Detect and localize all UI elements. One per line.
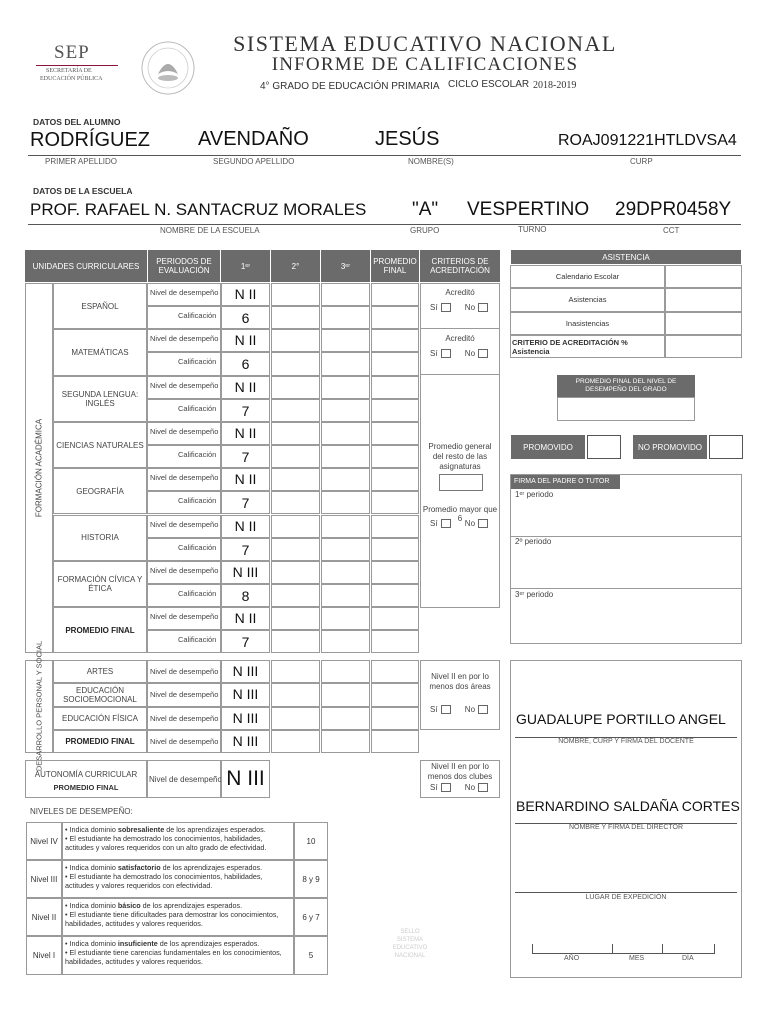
hd-p3: 3ᵉʳ [321, 250, 370, 282]
hd-p2: 2° [271, 250, 320, 282]
asistencia-value-cell[interactable] [665, 312, 742, 335]
empty-grade-cell[interactable] [371, 283, 419, 306]
doc-subtitle: INFORME DE CALIFICACIONES [271, 54, 579, 75]
empty-grade-cell[interactable] [271, 538, 320, 561]
nivel-label: Nivel de desempeño [150, 565, 219, 575]
empty-grade-cell[interactable] [321, 707, 370, 730]
sep-logo-rule [36, 65, 118, 66]
nivel-row-desc [65, 939, 293, 966]
calif-value: 7 [241, 541, 250, 558]
empty-grade-cell[interactable] [321, 468, 370, 491]
fecha-tick-4 [714, 944, 715, 954]
nivel-row-bullet-2: • El estudiante tiene carencias fundamentales en los conocimientos, habilidades, actitudes y valores requeridos. [65, 948, 282, 966]
nivel-row-bullet-2: • El estudiante ha demostrado los conocimientos, habilidades, actitudes y valores requeridos con efectividad. [65, 872, 263, 890]
empty-grade-cell[interactable] [371, 561, 419, 584]
nivel-value: N II [234, 378, 257, 395]
empty-grade-cell[interactable] [321, 399, 370, 422]
lugar-line [515, 892, 737, 893]
nivel-row-desc [65, 825, 293, 852]
bullet-emphasis: básico [117, 901, 141, 910]
empty-grade-cell[interactable] [271, 683, 320, 706]
no-label: No [464, 705, 476, 714]
desarrollo-name: EDUCACIÓN FÍSICA [61, 713, 138, 723]
empty-grade-cell[interactable] [321, 515, 370, 538]
empty-grade-cell[interactable] [271, 399, 320, 422]
asistencia-value-cell[interactable] [665, 335, 742, 358]
cct-value: 29DPR0458Y [615, 199, 732, 220]
empty-grade-cell[interactable] [371, 399, 419, 422]
grupo-label: GRUPO [410, 226, 440, 235]
no-promovido-label: NO PROMOVIDO [633, 435, 707, 459]
grupo-value: "A" [412, 199, 439, 220]
empty-grade-cell[interactable] [321, 730, 370, 753]
promedio-general-box[interactable] [439, 474, 483, 491]
nivel-value: N II [234, 610, 257, 627]
nivel-row-name: Nivel II [31, 912, 57, 922]
empty-grade-cell[interactable] [371, 468, 419, 491]
sep-logo-sub1: SECRETARÍA DE [46, 68, 92, 74]
bullet-text: • Indica dominio [65, 863, 118, 872]
no-checkbox[interactable] [478, 519, 488, 528]
sep-logo-text: SEP [54, 42, 90, 63]
nivel-row-desc [65, 863, 293, 890]
calif-label: Calificación [178, 635, 217, 645]
empty-grade-cell[interactable] [371, 445, 419, 468]
no-checkbox[interactable] [478, 303, 488, 312]
si-checkbox[interactable] [441, 349, 451, 358]
doc-title: SISTEMA EDUCATIVO NACIONAL [233, 31, 617, 56]
asistencia-value-cell[interactable] [665, 265, 742, 288]
desarrollo-name: EDUCACIÓN SOCIOEMOCIONAL [63, 685, 137, 704]
turno-value: VESPERTINO [467, 199, 590, 220]
empty-grade-cell[interactable] [371, 730, 419, 753]
empty-grade-cell[interactable] [321, 352, 370, 375]
escuela-nombre-label: NOMBRE DE LA ESCUELA [160, 226, 260, 235]
curp-label: CURP [630, 157, 653, 166]
empty-grade-cell[interactable] [371, 683, 419, 706]
empty-grade-cell[interactable] [371, 422, 419, 445]
desarrollo-nivel-label: Nivel de desempeño [150, 667, 219, 676]
nivel-label: Nivel de desempeño [150, 334, 219, 344]
empty-grade-cell[interactable] [271, 352, 320, 375]
hd-promedio: PROMEDIO FINAL [371, 250, 419, 282]
calif-label: Calificación [178, 311, 217, 321]
empty-grade-cell[interactable] [371, 376, 419, 399]
empty-grade-cell[interactable] [371, 538, 419, 561]
si-label: Sí [430, 705, 438, 714]
empty-grade-cell[interactable] [271, 329, 320, 352]
promedio-final-nivel-title: PROMEDIO FINAL DEL NIVEL DE DESEMPEÑO DEL GRADO [557, 375, 695, 397]
no-promovido-box[interactable] [709, 435, 743, 459]
empty-grade-cell[interactable] [321, 306, 370, 329]
desarrollo-name: ARTES [86, 667, 114, 677]
criterio-promedio-general: Promedio general del resto de las asignaturas [428, 442, 492, 471]
grade-line: 4° GRADO DE EDUCACIÓN PRIMARIA [260, 81, 440, 92]
bullet-text: de los aprendizajes esperados. [157, 939, 260, 948]
nombre-value: JESÚS [375, 128, 440, 150]
empty-grade-cell[interactable] [321, 491, 370, 514]
bullet-emphasis: sobresaliente [117, 825, 165, 834]
apellido2-label: SEGUNDO APELLIDO [213, 157, 295, 166]
desarrollo-side-label: DESARROLLO PERSONAL Y SOCIAL [34, 640, 44, 772]
bullet-text: • Indica dominio [65, 825, 118, 834]
nivel-row-bullet-1 [65, 939, 293, 948]
nivel-value: N II [234, 286, 257, 302]
desarrollo-nivel: N III [232, 663, 259, 679]
docente-nombre: GUADALUPE PORTILLO ANGEL [516, 711, 726, 727]
nivel-label: Nivel de desempeño [150, 473, 219, 483]
subject-name: MATEMÁTICAS [71, 347, 129, 357]
bullet-text: de los aprendizajes esperados. [140, 901, 243, 910]
nivel-row-name: Nivel IV [30, 836, 58, 846]
criterio-sino-3 [430, 519, 488, 528]
calif-value: 7 [241, 449, 250, 466]
subject-name: GEOGRAFÍA [76, 486, 124, 496]
bullet-text: El estudiante ha demostrado los conocimientos, habilidades, actitudes y valores requeridos con efectividad. [65, 872, 263, 890]
empty-grade-cell[interactable] [321, 660, 370, 683]
firma-title: FIRMA DEL PADRE O TUTOR [511, 475, 620, 489]
nivel-row-bullet-1 [65, 901, 293, 910]
desarrollo-nivel: N III [232, 732, 259, 749]
empty-grade-cell[interactable] [271, 422, 320, 445]
desarrollo-nivel: N III [232, 686, 259, 703]
firma-p2: 2º periodo [515, 537, 552, 546]
desarrollo-nivel-label: Nivel de desempeño [150, 736, 219, 746]
empty-grade-cell[interactable] [371, 707, 419, 730]
criterio-promedio-mayor: Promedio mayor que 6 [422, 505, 498, 523]
no-label: No [464, 303, 476, 312]
bullet-text: El estudiante tiene dificultades para demostrar los conocimientos, habilidades, actitudes y valores requeridos. [65, 910, 279, 928]
nivel-row-bullet-2: • El estudiante ha demostrado los conocimientos, habilidades, actitudes y valores requeridos con un alto grado de efectividad. [65, 834, 267, 852]
ciclo-label: CICLO ESCOLAR [448, 79, 530, 90]
apellido2-value: AVENDAÑO [198, 128, 309, 150]
empty-grade-cell[interactable] [371, 660, 419, 683]
nivel-value: N II [234, 471, 257, 488]
no-checkbox[interactable] [478, 783, 488, 792]
no-checkbox[interactable] [478, 705, 488, 714]
nivel-label: Nivel de desempeño [150, 519, 219, 529]
criterio-acredito-1: Acreditó [445, 288, 475, 297]
bullet-text: • Indica dominio [65, 939, 118, 948]
autonomia-nivel: N III [226, 767, 265, 790]
criterio-divider-1 [420, 328, 500, 329]
empty-grade-cell[interactable] [271, 306, 320, 329]
empty-grade-cell[interactable] [371, 352, 419, 375]
nivel-row-bullet-2: • El estudiante tiene dificultades para demostrar los conocimientos, habilidades, actitudes y valores requeridos. [65, 910, 279, 928]
escuela-section-title: DATOS DE LA ESCUELA [33, 186, 133, 196]
apellido1-value: RODRÍGUEZ [30, 129, 150, 151]
calif-label: Calificación [178, 403, 217, 413]
no-label: No [464, 519, 476, 528]
calif-label: Calificación [178, 357, 217, 367]
calif-label: Calificación [178, 450, 217, 460]
empty-grade-cell[interactable] [321, 283, 370, 306]
empty-grade-cell[interactable] [371, 515, 419, 538]
hd-criterios: CRITERIOS DE ACREDITACIÓN [420, 250, 500, 282]
hd-unidades: UNIDADES CURRICULARES [25, 250, 147, 282]
criterio-sino-2 [430, 349, 488, 358]
subject-name: ESPAÑOL [81, 301, 119, 311]
desarrollo-criterio-col [420, 660, 500, 730]
nivel-label: Nivel de desempeño [150, 380, 219, 390]
empty-grade-cell[interactable] [321, 561, 370, 584]
empty-grade-cell[interactable] [271, 607, 320, 630]
fecha-tick-2 [612, 944, 613, 954]
nivel-row-desc [65, 901, 293, 928]
empty-grade-cell[interactable] [271, 660, 320, 683]
empty-grade-cell[interactable] [371, 491, 419, 514]
nivel-row-bullet-1 [65, 825, 293, 834]
si-checkbox[interactable] [441, 519, 451, 528]
empty-grade-cell[interactable] [271, 730, 320, 753]
empty-grade-cell[interactable] [271, 445, 320, 468]
nivel-label: Nivel de desempeño [150, 612, 219, 622]
ciclo-value: 2018-2019 [533, 80, 577, 91]
lugar-label: LUGAR DE EXPEDICIÓN [585, 894, 667, 901]
bullet-emphasis: insuficiente [117, 939, 158, 948]
empty-grade-cell[interactable] [321, 584, 370, 607]
calif-value: 7 [241, 495, 250, 512]
fecha-tick-3 [662, 944, 663, 954]
empty-grade-cell[interactable] [271, 561, 320, 584]
nivel-value: N II [234, 517, 257, 534]
desarrollo-name: PROMEDIO FINAL [65, 737, 135, 747]
escudo-nacional-icon [140, 40, 196, 96]
empty-grade-cell[interactable] [271, 491, 320, 514]
promedio-final-nivel-box[interactable] [557, 397, 695, 421]
asistencia-value-cell[interactable] [665, 288, 742, 311]
subject-name: HISTORIA [81, 533, 119, 543]
nivel-row-bullet-1 [65, 863, 293, 872]
alumno-section-title: DATOS DEL ALUMNO [33, 117, 121, 127]
subject-name: SEGUNDA LENGUA: INGLÉS [61, 389, 139, 408]
empty-grade-cell[interactable] [271, 283, 320, 306]
desarrollo-criterio: Nivel II en por lo menos dos áreas [429, 672, 491, 691]
firma-divider-2 [511, 588, 741, 589]
niveles-title: NIVELES DE DESEMPEÑO: [30, 807, 133, 816]
empty-grade-cell[interactable] [271, 630, 320, 653]
empty-grade-cell[interactable] [371, 306, 419, 329]
empty-grade-cell[interactable] [271, 515, 320, 538]
bullet-emphasis: satisfactorio [117, 863, 161, 872]
firma-box [510, 474, 742, 644]
empty-grade-cell[interactable] [371, 584, 419, 607]
empty-grade-cell[interactable] [271, 584, 320, 607]
apellido1-label: PRIMER APELLIDO [45, 157, 118, 166]
nivel-row-name: Nivel I [32, 951, 56, 960]
promovido-box[interactable] [587, 435, 621, 459]
desarrollo-sino [430, 705, 488, 714]
criterio-divider-2 [420, 374, 500, 375]
empty-grade-cell[interactable] [321, 683, 370, 706]
formacion-side-label: FORMACIÓN ACADÉMICA [34, 418, 44, 518]
nivel-label: Nivel de desempeño [150, 288, 219, 297]
si-checkbox[interactable] [441, 303, 451, 312]
curp-value: ROAJ091221HTLDVSA4 [558, 132, 737, 149]
fecha-anio: AÑO [564, 955, 580, 962]
desarrollo-nivel-label: Nivel de desempeño [150, 690, 219, 700]
turno-label: TURNO [518, 225, 547, 234]
si-checkbox[interactable] [441, 783, 451, 792]
nivel-row-rango: 10 [306, 836, 316, 846]
empty-grade-cell[interactable] [271, 707, 320, 730]
empty-grade-cell[interactable] [321, 376, 370, 399]
fecha-mes: MES [629, 955, 645, 962]
calif-value: 7 [241, 634, 250, 651]
si-label: Sí [430, 349, 438, 358]
nivel-row-name: Nivel III [30, 874, 58, 884]
empty-grade-cell[interactable] [271, 468, 320, 491]
asistencia-label: Inasistencias [565, 318, 610, 328]
calif-label: Calificación [178, 542, 217, 552]
promovido-label: PROMOVIDO [511, 435, 585, 459]
calif-label: Calificación [178, 496, 217, 506]
calif-value: 6 [241, 310, 250, 327]
escuela-underline [28, 224, 741, 225]
empty-grade-cell[interactable] [321, 607, 370, 630]
no-label: No [464, 783, 476, 792]
fecha-tick-1 [532, 944, 533, 954]
bullet-text: El estudiante ha demostrado los conocimientos, habilidades, actitudes y valores requeridos con un alto grado de efectividad. [65, 834, 267, 852]
nivel-row-rango: 8 y 9 [302, 874, 320, 884]
no-label: No [464, 349, 476, 358]
subject-name: PROMEDIO FINAL [65, 625, 135, 635]
docente-label: NOMBRE, CURP Y FIRMA DEL DOCENTE [558, 738, 694, 745]
nombre-label: NOMBRE(S) [408, 157, 454, 166]
subject-name: CIENCIAS NATURALES [56, 440, 144, 450]
nivel-value: N II [234, 332, 257, 349]
bullet-text: de los aprendizajes esperados. [164, 825, 266, 834]
fecha-line [532, 953, 714, 954]
autonomia-criterio: Nivel II en por lo menos dos clubes [427, 762, 493, 781]
nivel-value: N II [234, 424, 257, 441]
director-label: NOMBRE Y FIRMA DEL DIRECTOR [568, 824, 684, 831]
firma-p1: 1ᵉʳ periodo [515, 490, 554, 499]
si-label: Sí [430, 519, 438, 528]
cct-label: CCT [663, 226, 680, 235]
calif-label: Calificación [178, 588, 217, 598]
asistencia-label: CRITERIO DE ACREDITACIÓN % Asistencia [512, 337, 628, 356]
sep-logo-sub2: EDUCACIÓN PÚBLICA [40, 76, 103, 82]
subject-name: FORMACIÓN CÍVICA Y ÉTICA [57, 574, 143, 593]
si-checkbox[interactable] [441, 705, 451, 714]
escuela-nombre-value: PROF. RAFAEL N. SANTACRUZ MORALES [30, 200, 367, 219]
criterio-sino-1 [430, 303, 488, 312]
empty-grade-cell[interactable] [371, 607, 419, 630]
bullet-text: de los aprendizajes esperados. [160, 863, 263, 872]
autonomia-sino [430, 783, 488, 792]
desarrollo-nivel: N III [232, 709, 259, 726]
calif-value: 6 [241, 356, 250, 373]
empty-grade-cell[interactable] [321, 329, 370, 352]
calif-value: 8 [241, 587, 250, 604]
bullet-text: • Indica dominio [65, 901, 118, 910]
fecha-dia: DÍA [682, 955, 694, 962]
desarrollo-nivel-label: Nivel de desempeño [150, 713, 219, 723]
calif-value: 7 [241, 402, 250, 419]
alumno-underline [28, 155, 741, 156]
criterio-acredito-2: Acreditó [445, 334, 475, 343]
nivel-label: Nivel de desempeño [150, 426, 219, 436]
asistencia-title: ASISTENCIA [511, 250, 741, 264]
asistencia-label: Asistencias [568, 295, 607, 305]
sep-logo [22, 40, 134, 96]
autonomia-nivel-label: Nivel de desempeño [149, 775, 222, 784]
sello-text: SELLO SISTEMA EDUCATIVO NACIONAL [392, 929, 428, 959]
empty-grade-cell[interactable] [371, 329, 419, 352]
hd-periodos: PERIODOS DE EVALUACIÓN [148, 250, 220, 282]
empty-grade-cell[interactable] [321, 538, 370, 561]
asistencia-label: Calendario Escolar [555, 272, 620, 282]
bullet-text: El estudiante tiene carencias fundamentales en los conocimientos, habilidades, actitudes y valores requeridos. [65, 948, 282, 966]
nivel-value: N III [232, 563, 259, 580]
autonomia-sub: PROMEDIO FINAL [53, 783, 119, 792]
no-checkbox[interactable] [478, 349, 488, 358]
nivel-row-rango: 6 y 7 [302, 912, 320, 922]
si-label: Sí [430, 783, 438, 792]
firma-p3: 3ᵉʳ periodo [515, 590, 554, 599]
firmas-box [510, 660, 742, 978]
empty-grade-cell[interactable] [321, 630, 370, 653]
si-label: Sí [430, 303, 438, 312]
empty-grade-cell[interactable] [321, 422, 370, 445]
nivel-row-rango: 5 [308, 951, 314, 960]
hd-p1: 1ᵉʳ [221, 250, 270, 282]
autonomia-name-cell [25, 760, 147, 798]
empty-grade-cell[interactable] [371, 630, 419, 653]
empty-grade-cell[interactable] [321, 445, 370, 468]
director-nombre: BERNARDINO SALDAÑA CORTES [516, 798, 740, 814]
empty-grade-cell[interactable] [271, 376, 320, 399]
autonomia-name: AUTONOMÍA CURRICULAR [34, 770, 138, 779]
